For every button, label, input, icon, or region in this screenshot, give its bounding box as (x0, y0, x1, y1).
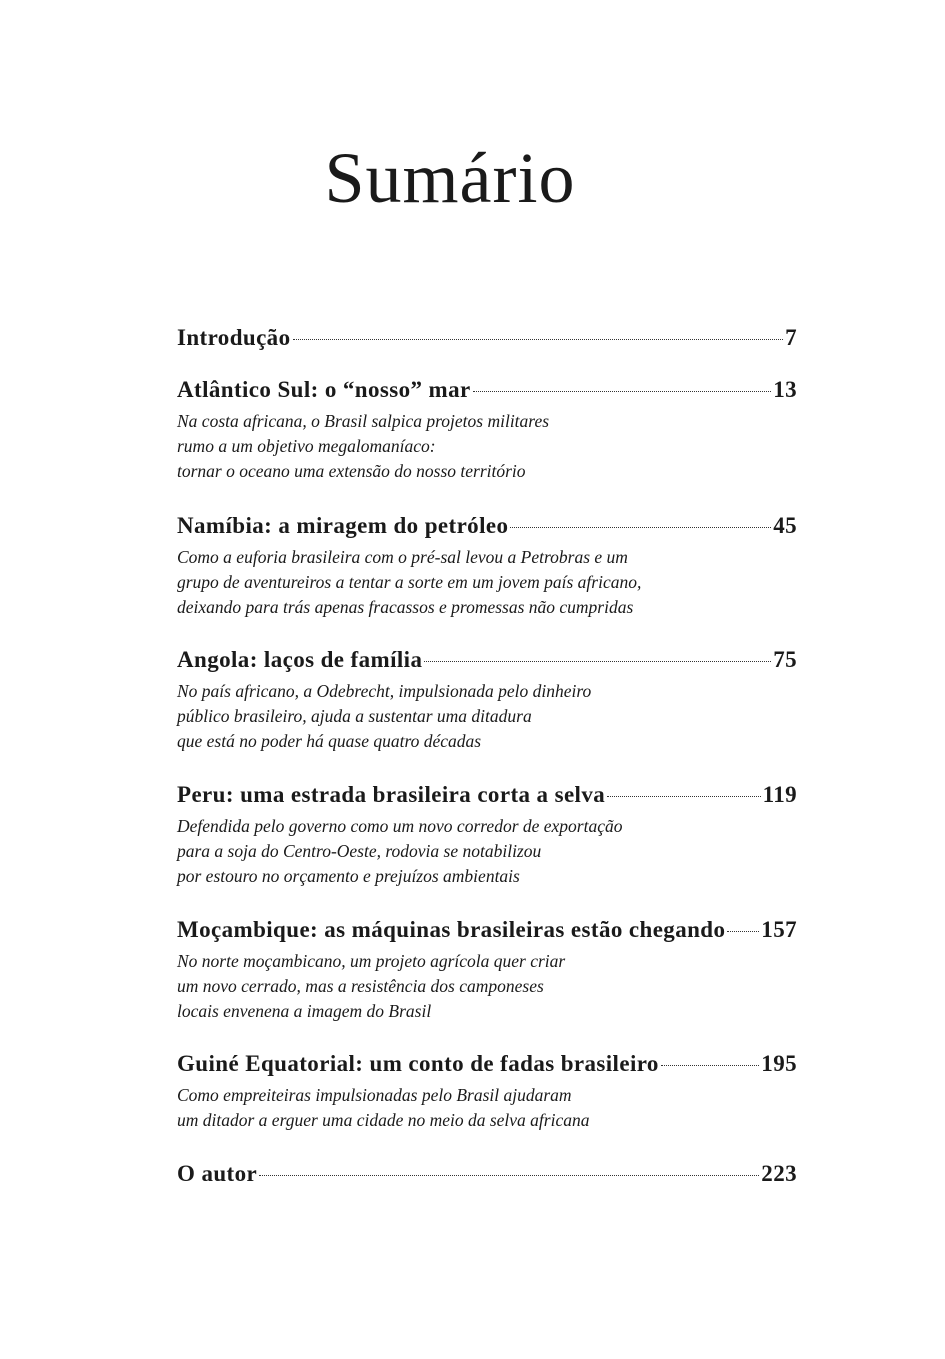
toc-entry-heading (177, 1048, 797, 1080)
toc-entry-title: Angola: laços de família (177, 647, 423, 672)
toc-entry-description (177, 409, 797, 484)
toc-entry-introducao[interactable] (177, 322, 797, 354)
toc-entry-page-number: 75 (773, 647, 797, 672)
page-title: Sumário (324, 138, 576, 218)
description-line: deixando para trás apenas fracassos e promessas não cumpridas (177, 597, 634, 617)
toc-entry-heading (177, 322, 797, 354)
toc-entry-angola[interactable] (177, 644, 797, 754)
toc-entry-heading (177, 644, 797, 676)
dot-leader (259, 1175, 759, 1176)
description-line: público brasileiro, ajuda a sustentar uma ditadura (177, 706, 532, 726)
description-line: que está no poder há quase quatro décadas (177, 731, 482, 751)
description-line: Na costa africana, o Brasil salpica projetos militares (177, 411, 550, 431)
description-line: Como empreiteiras impulsionadas pelo Brasil ajudaram (177, 1085, 572, 1105)
toc-entry-namibia[interactable] (177, 510, 797, 620)
toc-entry-page-number: 13 (773, 377, 797, 402)
toc-entry-title: Namíbia: a miragem do petróleo (177, 513, 509, 538)
toc-entry-title: Moçambique: as máquinas brasileiras estão chegando (177, 917, 726, 942)
toc-entry-heading (177, 914, 797, 946)
toc-entry-page-number: 45 (773, 513, 797, 538)
toc-entry-description (177, 1083, 797, 1133)
toc-entry-description (177, 679, 797, 754)
description-line: por estouro no orçamento e prejuízos ambientais (177, 866, 520, 886)
toc-entry-title: Atlântico Sul: o “nosso” mar (177, 377, 471, 402)
toc-entry-page-number: 195 (761, 1051, 797, 1076)
description-line: locais envenena a imagem do Brasil (177, 1001, 432, 1021)
toc-entry-atlantico-sul[interactable] (177, 374, 797, 484)
toc-entry-o-autor[interactable] (177, 1158, 797, 1190)
description-line: para a soja do Centro-Oeste, rodovia se notabilizou (177, 841, 542, 861)
description-line: No norte moçambicano, um projeto agrícola quer criar (177, 951, 566, 971)
toc-entry-page-number: 157 (761, 917, 797, 942)
toc-entry-mocambique[interactable] (177, 914, 797, 1024)
description-line: rumo a um objetivo megalomaníaco: (177, 436, 436, 456)
toc-entry-page-number: 223 (761, 1161, 797, 1186)
toc-entry-heading (177, 374, 797, 406)
description-line: grupo de aventureiros a tentar a sorte em um jovem país africano, (177, 572, 642, 592)
toc-entry-title: Peru: uma estrada brasileira corta a selva (177, 782, 606, 807)
dot-leader (293, 339, 784, 340)
dot-leader (473, 391, 772, 392)
toc-entry-guine-equatorial[interactable] (177, 1048, 797, 1133)
toc-entry-title: Introdução (177, 325, 291, 350)
dot-leader (661, 1065, 759, 1066)
toc-entry-title: O autor (177, 1161, 258, 1186)
toc-entry-page-number: 119 (762, 782, 797, 807)
toc-entry-title: Guiné Equatorial: um conto de fadas brasileiro (177, 1051, 659, 1076)
description-line: Como a euforia brasileira com o pré-sal levou a Petrobras e um (177, 547, 628, 567)
toc-entry-description (177, 545, 797, 620)
toc-entry-heading (177, 1158, 797, 1190)
toc-entry-heading (177, 510, 797, 542)
description-line: um novo cerrado, mas a resistência dos camponeses (177, 976, 544, 996)
description-line: tornar o oceano uma extensão do nosso território (177, 461, 526, 481)
toc-entry-description (177, 814, 797, 889)
toc-entry-heading (177, 779, 797, 811)
dot-leader (510, 527, 771, 528)
toc-entry-description (177, 949, 797, 1024)
dot-leader (607, 796, 760, 797)
toc-entry-peru[interactable] (177, 779, 797, 889)
dot-leader (424, 661, 771, 662)
description-line: Defendida pelo governo como um novo corredor de exportação (177, 816, 623, 836)
description-line: No país africano, a Odebrecht, impulsionada pelo dinheiro (177, 681, 592, 701)
dot-leader (727, 931, 759, 932)
toc-entry-page-number: 7 (785, 325, 797, 350)
description-line: um ditador a erguer uma cidade no meio da selva africana (177, 1110, 590, 1130)
